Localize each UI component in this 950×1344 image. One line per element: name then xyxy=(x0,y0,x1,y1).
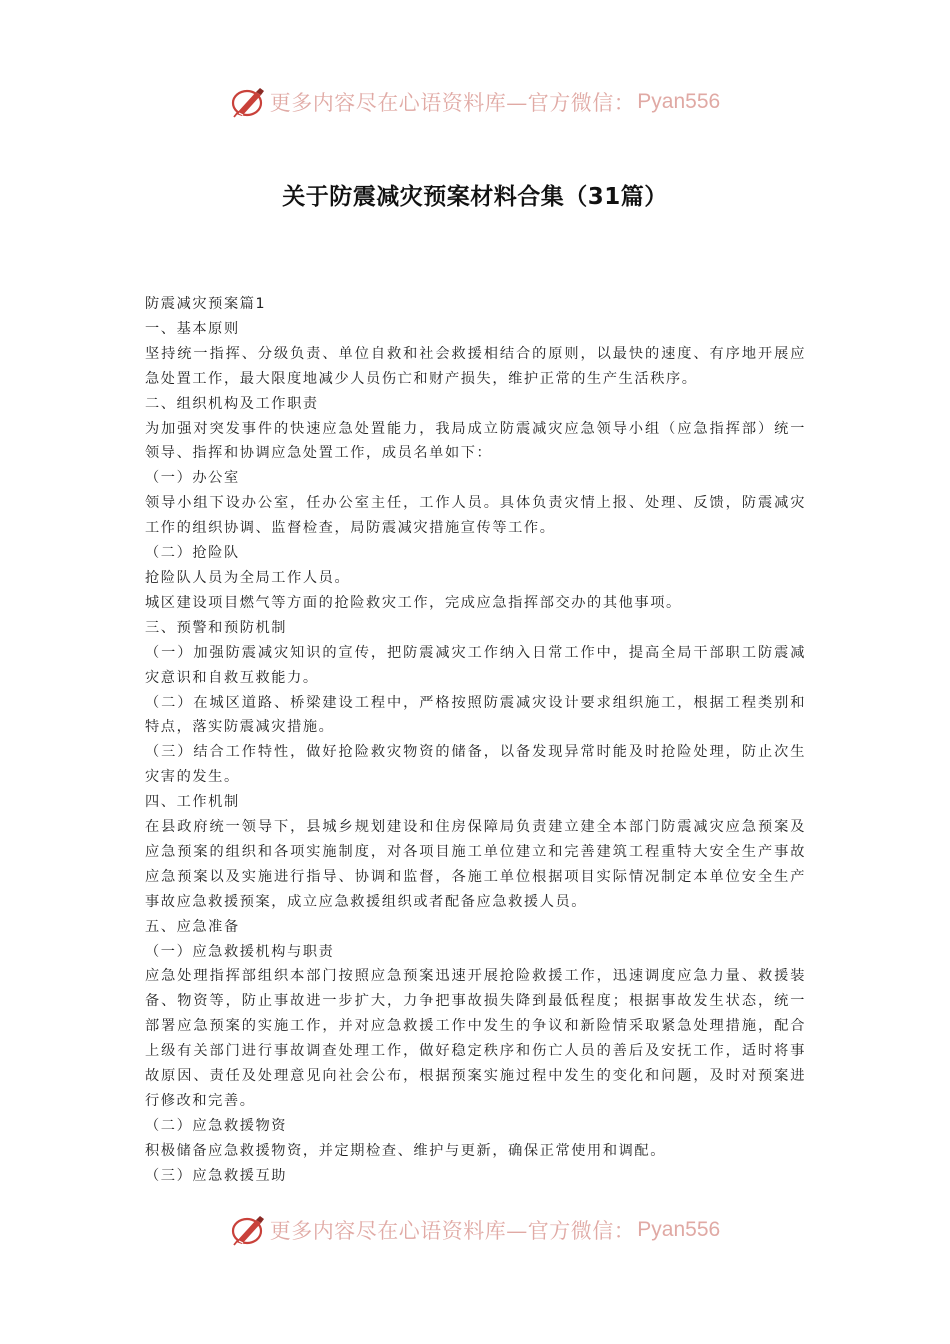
paragraph: 坚持统一指挥、分级负责、单位自救和社会救援相结合的原则，以最快的速度、有序地开展应急处置工作，最大限度地减少人员伤亡和财产损失，维护正常的生产生活秩序。 xyxy=(145,345,806,387)
banner-wechat-id: Pyan556 xyxy=(637,90,721,113)
paragraph: 一、基本原则 xyxy=(145,320,240,337)
paragraph: 积极储备应急救援物资，并定期检查、维护与更新，确保正常使用和调配。 xyxy=(145,1142,666,1159)
banner-text: 更多内容尽在心语资料库—官方微信： xyxy=(269,91,636,115)
document-title: 关于防震减灾预案材料合集（31篇） xyxy=(282,184,668,210)
paragraph: 抢险队人员为全局工作人员。 xyxy=(145,569,351,586)
paragraph: （三）应急救援互助 xyxy=(145,1167,288,1184)
banner-wechat-id: Pyan556 xyxy=(637,1218,721,1241)
footer-watermark-banner xyxy=(0,1208,950,1252)
paragraph: 三、预警和预防机制 xyxy=(145,619,288,636)
paragraph: （二）应急救援物资 xyxy=(145,1117,288,1134)
paragraph: （三）结合工作特性，做好抢险救灾物资的储备，以备发现异常时能及时抢险处理，防止次生灾害的发生。 xyxy=(145,744,806,786)
header-watermark-banner xyxy=(0,80,950,124)
paragraph: 领导小组下设办公室，任办公室主任，工作人员。具体负责灾情上报、处理、反馈，防震减灾工作的组织协调、监督检查，局防震减灾措施宣传等工作。 xyxy=(145,495,806,537)
paragraph: 在县政府统一领导下，县城乡规划建设和住房保障局负责建立建全本部门防震减灾应急预案及应急预案的组织和各项实施制度，对各项目施工单位建立和完善建筑工程重特大安全生产事故应急预案以及实施进行指导、协调和监督，各施工单位根据项目实际情况制定本单位安全生产事故应急救援预案，成立应急救援组织或者配备应急救援人员。 xyxy=(145,819,806,910)
document-body xyxy=(145,292,806,1189)
pen-nib-logo-icon xyxy=(230,1212,266,1248)
paragraph: 应急处理指挥部组织本部门按照应急预案迅速开展抢险救援工作，迅速调度应急力量、救援装备、物资等，防止事故进一步扩大，力争把事故损失降到最低程度；根据事故发生状态，统一部署应急预案的实施工作，并对应急救援工作中发生的争议和新险情采取紧急处理措施，配合上级有关部门进行事故调查处理工作，做好稳定秩序和伤亡人员的善后及安抚工作，适时将事故原因、责任及处理意见向社会公布，根据预案实施过程中发生的变化和问题，及时对预案进行修改和完善。 xyxy=(145,968,806,1109)
paragraph: 四、工作机制 xyxy=(145,794,240,811)
paragraph: （二）在城区道路、桥梁建设工程中，严格按照防震减灾设计要求组织施工，根据工程类别和特点，落实防震减灾措施。 xyxy=(145,694,806,736)
paragraph: 防震减灾预案篇1 xyxy=(145,296,267,312)
paragraph: （一）办公室 xyxy=(145,470,240,487)
paragraph: 城区建设项目燃气等方面的抢险救灾工作，完成应急指挥部交办的其他事项。 xyxy=(145,594,682,611)
paragraph: （一）应急救援机构与职责 xyxy=(145,943,335,960)
paragraph: 为加强对突发事件的快速应急处置能力，我局成立防震减灾应急领导小组（应急指挥部）统一领导、指挥和协调应急处置工作，成员名单如下： xyxy=(145,420,806,462)
paragraph: 二、组织机构及工作职责 xyxy=(145,395,319,412)
banner-text: 更多内容尽在心语资料库—官方微信： xyxy=(269,1219,636,1243)
paragraph: 五、应急准备 xyxy=(145,918,240,935)
paragraph: （二）抢险队 xyxy=(145,545,240,562)
paragraph: （一）加强防震减灾知识的宣传，把防震减灾工作纳入日常工作中，提高全局干部职工防震减灾意识和自救互救能力。 xyxy=(145,644,806,686)
pen-nib-logo-icon xyxy=(230,84,266,120)
